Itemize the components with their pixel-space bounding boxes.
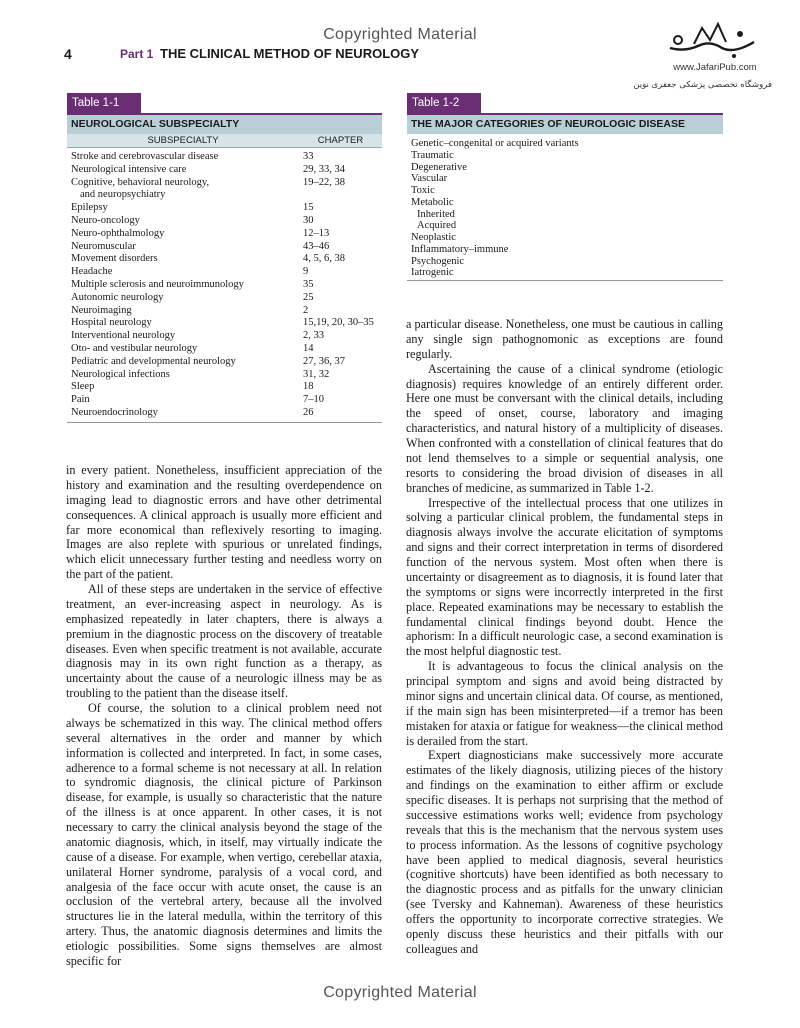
subspecialty-cell [71,394,303,407]
chapter-cell: 19–22, 38 [303,176,345,188]
body-paragraph: Expert diagnosticians make successively more accurate estimates of the likely diagnosis, utilizing pieces of the history and findings on the examination to either affirm or exclude specific diseases. It is perhaps not surprising that the method of successive estimations works well; evidence from psychology reveals that this is the mechanism that the nervous system uses to process information. As the lessons of cognitive psychology have been applied to medical diagnosis, several heuristics (cognitive shortcuts) have been identified as both necessary to the diagnostic process and as pitfalls for the unwary clinician (see Tversky and Kahneman). Awareness of these heuristics offers the opportunity to incorporate corrective strategies. We openly discuss these heuristics and their pitfalls with our colleagues and [406,748,723,956]
body-paragraph: It is advantageous to focus the clinical analysis on the principal symptom and signs and avoid being distracted by minor signs and uncertain clinical data. Of course, as mentioned, if the main sign has been misinterpreted—if a tremor has been mistaken for ataxia or fatigue for weakness—the clinical method is derailed from the start. [406,659,723,748]
category-row: Traumatic [411,149,454,161]
category-row: Toxic [411,185,435,196]
chapter-cell: 18 [303,381,314,393]
table-number: Table 1-2 [407,93,481,113]
copyright-top: Copyrighted Material [323,26,477,43]
subspecialty-cell [71,279,303,292]
chapter-cell: 29, 33, 34 [303,163,345,175]
body-paragraph: a particular disease. Nonetheless, one must be cautious in calling any single sign pathognomonic as exceptions are found regularly. [406,317,723,361]
table-row [67,305,382,318]
subspecialty-text: Stroke and cerebrovascular disease [71,151,219,162]
subspecialty-cell [71,407,303,420]
table-body [67,148,382,423]
subspecialty-text: Headache [71,266,113,278]
chapter-cell: 26 [303,406,314,418]
publisher-logo [664,18,760,62]
publisher-tagline: فروشگاه تخصصی پزشکی جعفری نوین [633,80,772,90]
subspecialty-text: Neurological infections [71,368,170,380]
table-row [67,266,382,279]
chapter-cell: 15 [303,202,314,214]
part-label: Part 1 [120,47,154,61]
table-major-categories [407,93,723,281]
category-row: Psychogenic [411,255,465,267]
table-row [67,228,382,241]
subspecialty-cell [71,381,303,394]
table-title: NEUROLOGICAL SUBSPECIALTY [67,113,382,134]
copyright-bottom: Copyrighted Material [323,984,477,1001]
chapter-cell: 27, 36, 37 [303,355,345,367]
chapter-cell: 30 [303,214,314,226]
subspecialty-text: Epilepsy [71,202,108,214]
subspecialty-text: Neurological intensive care [71,163,187,175]
subspecialty-text: Pediatric and developmental neurology [71,355,236,367]
body-paragraph: All of these steps are undertaken in the service of effective treatment, an ever-increasing aspect in neurology. As is emphasized repeatedly in later chapters, there is always a premium in the diagnostic process on the discovery of treatable diseases. Even when specific treatment is not available, accurate diagnosis may in its own right function as a therapy, as uncertainty about the cause of a neurologic illness may be as troubling to the patient than the disease itself. [66,582,382,701]
body-column-right [406,317,723,957]
subspecialty-text: Neuro-oncology [71,214,140,226]
table-row [67,394,382,407]
table-row [67,381,382,394]
subspecialty-text: Neuro-ophthalmology [71,227,165,239]
table-row [67,177,382,203]
category-row: Inflammatory–immune [411,243,509,255]
subspecialty-cell [71,292,303,305]
chapter-cell: 31, 32 [303,368,330,380]
column-header-chapter: CHAPTER [317,135,364,146]
table-row [67,215,382,228]
subspecialty-text: Pain [71,394,90,406]
subspecialty-cell [71,241,303,254]
subspecialty-text: Neuroendocrinology [71,406,158,418]
chapter-cell: 7–10 [303,394,324,406]
chapter-cell: 12–13 [303,227,330,239]
table-row [67,343,382,356]
chapter-cell: 25 [303,291,314,303]
subspecialty-text: Neuroimaging [71,304,132,316]
subspecialty-text-continued: and neuropsychiatry [80,189,166,201]
subspecialty-cell [71,330,303,343]
chapter-cell: 2 [303,304,309,316]
subspecialty-cell [71,253,303,266]
subspecialty-text: Hospital neurology [71,317,152,329]
body-paragraph: Ascertaining the cause of a clinical syndrome (etiologic diagnosis) requires knowledge of an entirely different order. Here one must be conversant with the clinical details, including the speed of onset, course, laboratory and imaging characteristics, and natural history of a multiplicity of diseases. When confronted with a constellation of clinical features that do not lend themselves to a simple or sequential analysis, one resorts to considering the broad division of diseases in all branches of medicine, as summarized in Table 1-2. [406,361,723,495]
subspecialty-cell [71,305,303,318]
subspecialty-text: Autonomic neurology [71,291,164,303]
subspecialty-text: Movement disorders [71,253,158,265]
chapter-cell: 9 [303,266,309,278]
subspecialty-cell [71,356,303,369]
table-row [67,369,382,382]
subspecialty-text: Sleep [71,381,95,393]
subspecialty-cell [71,177,303,203]
table-row [67,292,382,305]
table-column-headers [67,134,382,148]
subspecialty-cell [71,215,303,228]
subspecialty-text: Cognitive, behavioral neurology, [71,176,210,188]
body-paragraph: in every patient. Nonetheless, insufficient appreciation of the history and examination and the resulting overdependence on imaging lead to diagnostic errors and have other detrimental consequences. A clinical approach is usually more efficient and far more economical than reflexively resorting to imaging. Images are also replete with spurious or unrelated findings, which elicit unnecessary further testing and needless worry on the part of the patient. [66,463,382,582]
page-number: 4 [64,46,72,62]
publisher-url[interactable]: www.JafariPub.com [673,62,757,73]
category-row: Metabolic [411,196,454,208]
table-neurological-subspecialty [67,93,382,423]
table-row [67,279,382,292]
subspecialty-cell [71,228,303,241]
table-row [67,330,382,343]
table-row [67,202,382,215]
subspecialty-text: Multiple sclerosis and neuroimmunology [71,278,244,290]
table-row [67,253,382,266]
category-row: Degenerative [411,161,467,173]
chapter-cell: 4, 5, 6, 38 [303,253,345,265]
table-number: Table 1-1 [67,93,141,113]
subspecialty-cell [71,164,303,177]
subspecialty-cell [71,202,303,215]
chapter-cell: 33 [303,151,314,162]
subspecialty-cell [71,343,303,356]
chapter-cell: 2, 33 [303,330,324,342]
table-row [67,164,382,177]
subspecialty-text: Neuromuscular [71,240,136,252]
table-row [67,407,382,420]
chapter-title: THE CLINICAL METHOD OF NEUROLOGY [160,46,420,61]
chapter-cell: 14 [303,342,314,354]
chapter-cell: 15,19, 20, 30–35 [303,317,374,329]
table-row [67,356,382,369]
category-row: Genetic–congenital or acquired variants [411,138,579,149]
chapter-cell: 43–46 [303,240,330,252]
subspecialty-text: Oto- and vestibular neurology [71,342,198,354]
subspecialty-text: Interventional neurology [71,330,176,342]
table-row [67,317,382,330]
body-paragraph: Of course, the solution to a clinical problem need not always be schematized in this way. The clinical method offers several alternatives in the order and manner by which information is collected and interpreted. In fact, in some cases, adherence to a formal scheme is not necessary at all. In relation to syndromic diagnosis, the clinical picture of Parkinson disease, for example, is usually so characteristic that the nature of the illness is at once apparent. In other cases, it is not necessary to carry the clinical analysis beyond the stage of the anatomic diagnosis, which, in itself, may virtually indicate the cause of a disease. For example, when vertigo, cerebellar ataxia, unilateral Horner syndrome, paralysis of a vocal cord, and analgesia of the face occur with acute onset, the cause is an occlusion of the vertebral artery, because all the involved structures lie in the lateral medulla, within the territory of this artery. Thus, the anatomic diagnosis determines and limits the etiologic possibilities. Some signs themselves are almost specific for [66,701,382,968]
column-header-subspecialty: SUBSPECIALTY [147,135,219,146]
category-row: Iatrogenic [411,267,454,279]
chapter-cell: 35 [303,278,314,290]
category-row: Acquired [417,220,457,232]
body-paragraph: Irrespective of the intellectual process that one utilizes in solving a particular clinical problem, the fundamental steps in diagnosis always involve the accurate elicitation of symptoms and signs and their correct interpretation in terms of disordered function of the nervous system. Most often when there is uncertainty or disagreement as to diagnosis, it is found later that the symptoms or signs were incorrectly interpreted in the first place. Repeated examinations may be necessary to establish the fundamental clinical findings beyond doubt. Hence the aphorism: In a difficult neurologic case, a second examination is the most helpful diagnostic test. [406,495,723,659]
category-row: Neoplastic [411,232,456,243]
table-title: THE MAJOR CATEGORIES OF NEUROLOGIC DISEASE [407,113,723,134]
subspecialty-cell [71,151,303,164]
table-row [67,151,382,164]
body-column-left [66,463,382,969]
subspecialty-cell [71,317,303,330]
table-body [407,134,723,281]
category-row: Inherited [417,208,455,220]
table-row [67,241,382,254]
category-row: Vascular [411,173,448,185]
subspecialty-cell [71,369,303,382]
subspecialty-cell [71,266,303,279]
